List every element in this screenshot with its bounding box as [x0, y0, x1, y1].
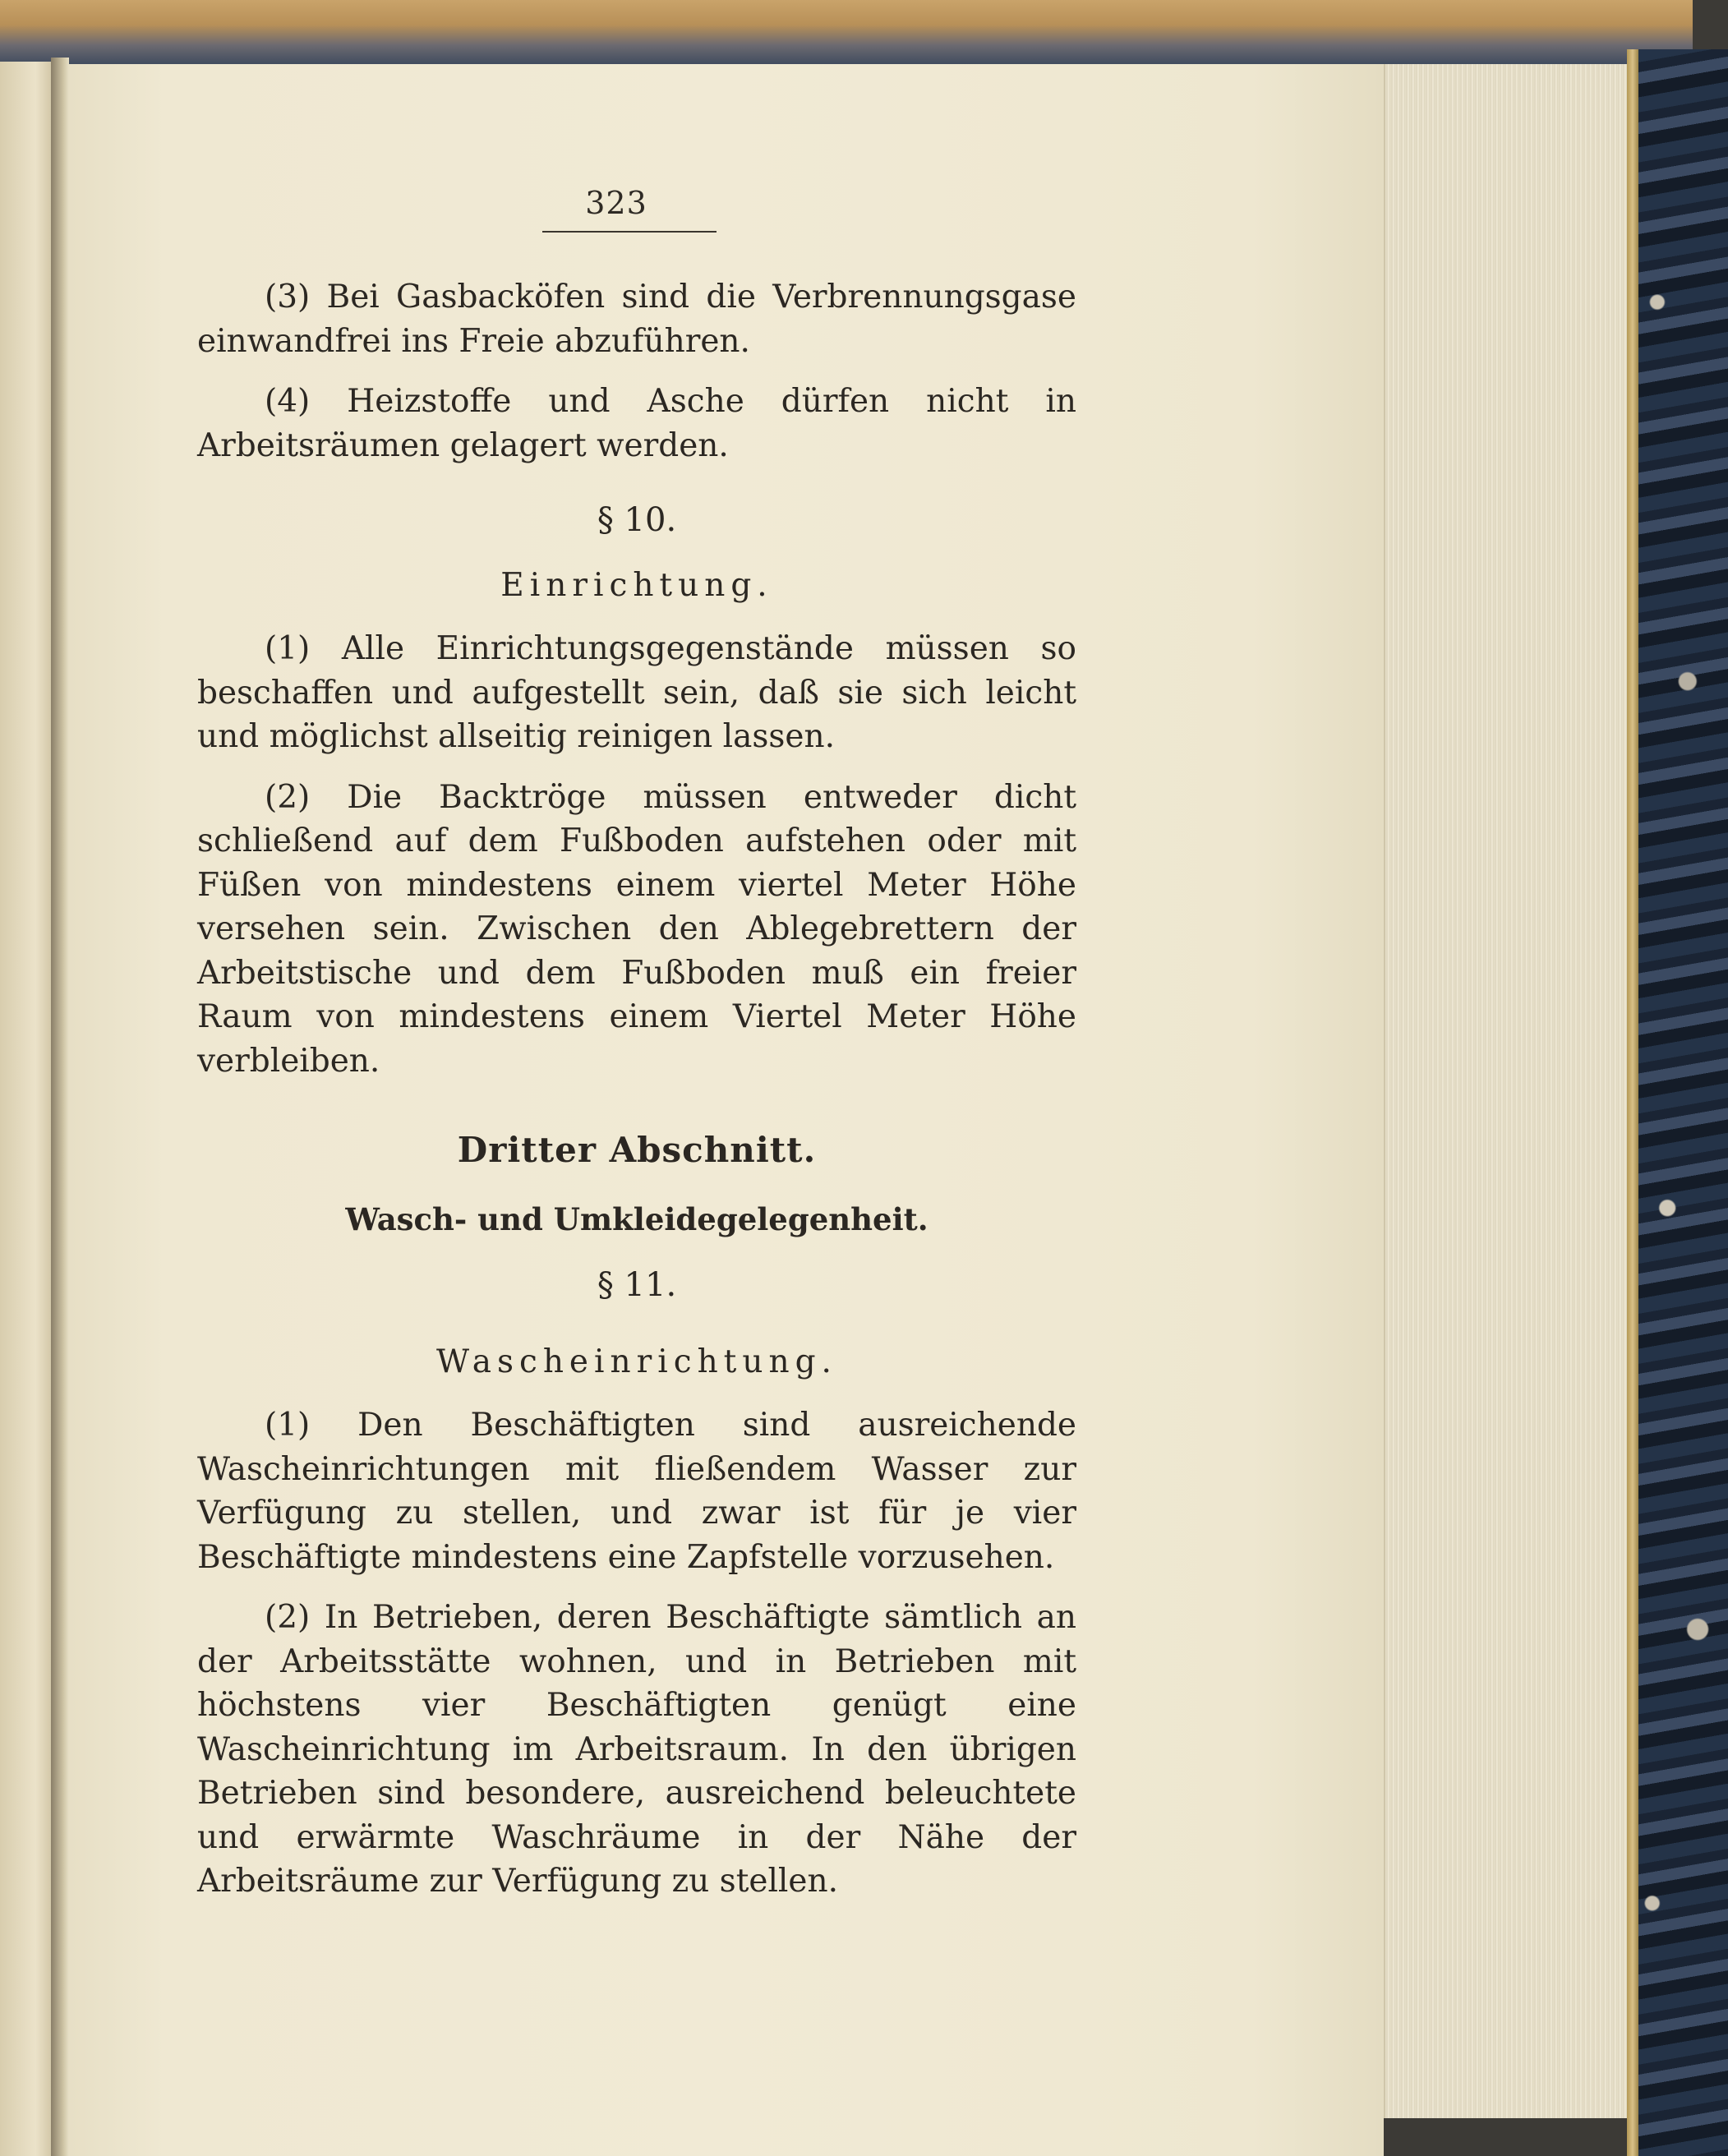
- paragraph-2-backtroege: (2) Die Backtröge müssen entweder dicht schließend auf dem Fußboden aufstehen oder mit Füßen von mindestens einem viertel Meter Höhe versehen sein. Zwischen den Ablegebrettern der Arbeitstische und dem Fußboden muß ein freier Raum von mindestens einem Viertel Meter Höhe verbleiben.: [197, 778, 1076, 1080]
- cover-trim: [1627, 49, 1638, 2156]
- book-gutter: [51, 58, 69, 2156]
- section-11-heading: § 11.: [597, 1266, 677, 1304]
- part-subheading: Wasch- und Umkleidegelegenheit.: [345, 1201, 929, 1237]
- header-rule: [542, 231, 717, 233]
- paragraph-1-einrichtung: (1) Alle Einrichtungsgegenstände müssen so beschaffen und aufgestellt sein, daß sie sich leicht und möglichst allseitig reinigen lassen.: [197, 630, 1076, 755]
- section-11-title: Wascheinrichtung.: [436, 1343, 837, 1380]
- paragraph-4-heizstoffe: (4) Heizstoffe und Asche dürfen nicht in Arbeitsräumen gelagert werden.: [197, 383, 1076, 464]
- part-heading: Dritter Abschnitt.: [457, 1130, 817, 1170]
- page-number: 323: [585, 185, 647, 221]
- page-text: [197, 275, 1076, 1904]
- section-10-heading: § 10.: [597, 501, 677, 539]
- page-stack-edge: [1384, 64, 1629, 2118]
- book-top-edge: [0, 0, 1693, 66]
- paragraph-2-betriebe: (2) In Betrieben, deren Beschäftigte sämtlich an der Arbeitsstätte wohnen, und in Betrieben mit höchstens vier Beschäftigten genügt eine Wascheinrichtung im Arbeitsraum. In den übrigen Betrieben sind besondere, ausreichend beleuchtete und erwärmte Waschräume in der Nähe der Arbeitsräume zur Verfügung zu stellen.: [197, 1599, 1076, 1900]
- paragraph-1-wascheinrichtung: (1) Den Beschäftigten sind ausreichende Wascheinrichtungen mit fließendem Wasser zur Verfügung zu stellen, und zwar ist für je vier Beschäftigte mindestens eine Zapfstelle vorzusehen.: [197, 1407, 1076, 1576]
- section-10-title: Einrichtung.: [500, 567, 773, 604]
- paragraph-3-gasbackoefen: (3) Bei Gasbacköfen sind die Verbrennungsgase einwandfrei ins Freie abzuführen.: [197, 279, 1076, 360]
- marbled-cover: [1627, 49, 1728, 2156]
